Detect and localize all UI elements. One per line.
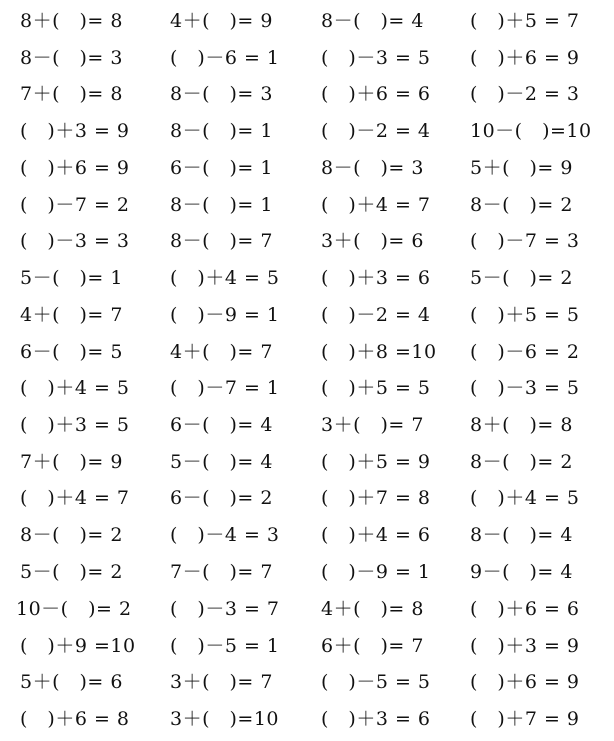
problem: 7＋( )= 9 xyxy=(20,451,123,473)
problem: ( )－3 = 3 xyxy=(20,230,130,252)
problem: ( )－5 = 5 xyxy=(321,671,431,693)
problem: ( )＋6 = 8 xyxy=(20,708,130,730)
problem-row xyxy=(0,43,614,73)
problem: 4＋( )= 9 xyxy=(170,10,273,32)
problem-row xyxy=(0,594,614,624)
problem: ( )＋7 = 8 xyxy=(321,487,431,509)
problem: 5＋( )= 6 xyxy=(20,671,123,693)
problem: 5－( )= 4 xyxy=(170,451,273,473)
problem: ( )＋6 = 6 xyxy=(470,598,580,620)
problem: ( )＋6 = 9 xyxy=(20,157,130,179)
problem-row xyxy=(0,557,614,587)
problem-row xyxy=(0,373,614,403)
problem: 3＋( )= 7 xyxy=(321,414,424,436)
problem: ( )＋4 = 5 xyxy=(170,267,280,289)
problem-row xyxy=(0,337,614,367)
problem-row xyxy=(0,520,614,550)
problem: 8－( )= 2 xyxy=(470,194,573,216)
problem: ( )＋6 = 6 xyxy=(321,83,431,105)
problem: 8＋( )= 8 xyxy=(20,10,123,32)
problem: ( )＋5 = 5 xyxy=(470,304,580,326)
problem: ( )＋4 = 7 xyxy=(321,194,431,216)
problem: 8－( )= 4 xyxy=(321,10,424,32)
problem: 7－( )= 7 xyxy=(170,561,273,583)
problem-row xyxy=(0,190,614,220)
problem: 6－( )= 4 xyxy=(170,414,273,436)
problem: ( )＋4 = 5 xyxy=(20,377,130,399)
problem: ( )－7 = 3 xyxy=(470,230,580,252)
problem-row xyxy=(0,410,614,440)
problem: ( )＋5 = 7 xyxy=(470,10,580,32)
problem-row xyxy=(0,631,614,661)
problem: 8＋( )= 8 xyxy=(470,414,573,436)
problem: ( )－2 = 3 xyxy=(470,83,580,105)
problem: 4＋( )= 7 xyxy=(20,304,123,326)
problem: ( )－7 = 2 xyxy=(20,194,130,216)
problem-row xyxy=(0,300,614,330)
problem: 3＋( )= 7 xyxy=(170,671,273,693)
problem: ( )－4 = 3 xyxy=(170,524,280,546)
problem-row xyxy=(0,704,614,734)
problem: ( )－2 = 4 xyxy=(321,304,431,326)
problem: 3＋( )=10 xyxy=(170,708,280,730)
problem: ( )－7 = 1 xyxy=(170,377,280,399)
problem-row xyxy=(0,263,614,293)
problem: 8－( )= 1 xyxy=(170,194,273,216)
problem-row xyxy=(0,79,614,109)
problem: ( )＋4 = 7 xyxy=(20,487,130,509)
problem-row xyxy=(0,667,614,697)
problem: 9－( )= 4 xyxy=(470,561,573,583)
problem: ( )＋6 = 9 xyxy=(470,47,580,69)
problem-row xyxy=(0,447,614,477)
problem: ( )－2 = 4 xyxy=(321,120,431,142)
problem: 8－( )= 1 xyxy=(170,120,273,142)
problem: 4＋( )= 8 xyxy=(321,598,424,620)
problem: ( )＋9 =10 xyxy=(20,635,136,657)
problem: ( )＋3 = 6 xyxy=(321,267,431,289)
problem: ( )－3 = 5 xyxy=(470,377,580,399)
problem: ( )－3 = 5 xyxy=(321,47,431,69)
problem-row xyxy=(0,226,614,256)
problem: 6－( )= 2 xyxy=(170,487,273,509)
problem: 6－( )= 5 xyxy=(20,341,123,363)
problem-row xyxy=(0,6,614,36)
problem-row xyxy=(0,483,614,513)
problem: ( )＋8 =10 xyxy=(321,341,437,363)
problem: ( )＋7 = 9 xyxy=(470,708,580,730)
problem: ( )＋4 = 6 xyxy=(321,524,431,546)
problem: ( )－9 = 1 xyxy=(170,304,280,326)
problem: 10－( )=10 xyxy=(470,120,592,142)
problem: 5－( )= 2 xyxy=(470,267,573,289)
problem: ( )－6 = 2 xyxy=(470,341,580,363)
problem: ( )＋3 = 9 xyxy=(470,635,580,657)
problem: 5＋( )= 9 xyxy=(470,157,573,179)
problem: 8－( )= 7 xyxy=(170,230,273,252)
problem: ( )－3 = 7 xyxy=(170,598,280,620)
problem: 6＋( )= 7 xyxy=(321,635,424,657)
problem: 8－( )= 3 xyxy=(170,83,273,105)
problem: ( )＋3 = 5 xyxy=(20,414,130,436)
problem-row xyxy=(0,153,614,183)
problem-row xyxy=(0,116,614,146)
problem: ( )＋3 = 6 xyxy=(321,708,431,730)
problem: 6－( )= 1 xyxy=(170,157,273,179)
problem: 8－( )= 4 xyxy=(470,524,573,546)
problem: 8－( )= 3 xyxy=(20,47,123,69)
problem: ( )＋4 = 5 xyxy=(470,487,580,509)
problem: ( )－5 = 1 xyxy=(170,635,280,657)
problem: ( )＋3 = 9 xyxy=(20,120,130,142)
problem: 3＋( )= 6 xyxy=(321,230,424,252)
problem: 4＋( )= 7 xyxy=(170,341,273,363)
problem: 8－( )= 2 xyxy=(20,524,123,546)
problem: 7＋( )= 8 xyxy=(20,83,123,105)
problem: 5－( )= 1 xyxy=(20,267,123,289)
problem: 8－( )= 3 xyxy=(321,157,424,179)
problem: ( )－6 = 1 xyxy=(170,47,280,69)
problem: ( )－9 = 1 xyxy=(321,561,431,583)
problem: ( )＋6 = 9 xyxy=(470,671,580,693)
problem: ( )＋5 = 9 xyxy=(321,451,431,473)
problem: 10－( )= 2 xyxy=(16,598,132,620)
problem: 5－( )= 2 xyxy=(20,561,123,583)
problem: 8－( )= 2 xyxy=(470,451,573,473)
problem: ( )＋5 = 5 xyxy=(321,377,431,399)
